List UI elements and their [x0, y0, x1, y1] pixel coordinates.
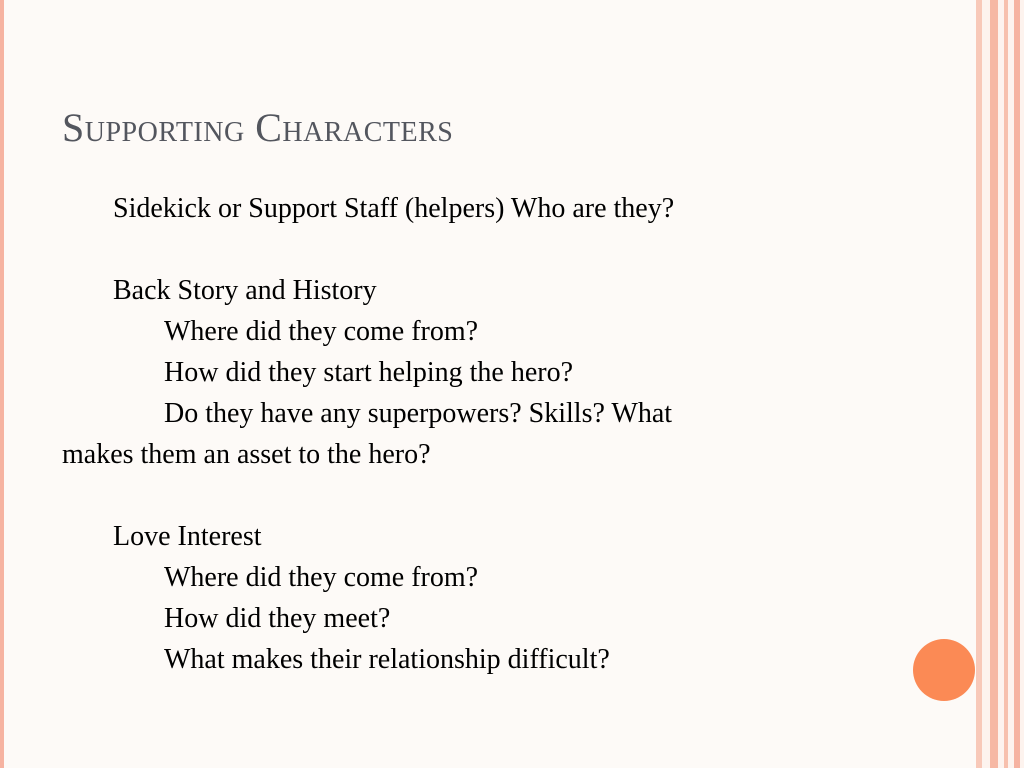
backstory-item: How did they start helping the hero? — [164, 357, 574, 388]
love-interest-item: Where did they come from? — [164, 562, 479, 593]
stripe — [990, 0, 998, 768]
love-interest-heading: Love Interest — [113, 521, 262, 552]
accent-circle — [913, 639, 975, 701]
stripe — [1004, 0, 1008, 768]
spacer — [62, 475, 822, 516]
love-interest-item: What makes their relationship difficult? — [164, 644, 610, 675]
backstory-item: Where did they come from? — [164, 316, 479, 347]
backstory-item: Do they have any superpowers? Skills? What — [164, 398, 673, 429]
love-interest-item: How did they meet? — [164, 603, 391, 634]
stripe — [1014, 0, 1020, 768]
right-stripes-decoration — [976, 0, 1024, 768]
left-border-decoration — [0, 0, 4, 768]
slide-body — [62, 188, 822, 680]
slide-title: Supporting Characters — [62, 105, 454, 150]
spacer — [62, 229, 822, 270]
stripe — [976, 0, 982, 768]
backstory-heading: Back Story and History — [113, 275, 377, 306]
sidekick-heading: Sidekick or Support Staff (helpers) Who are they? — [113, 193, 675, 224]
backstory-item-continued: makes them an asset to the hero? — [62, 439, 431, 470]
